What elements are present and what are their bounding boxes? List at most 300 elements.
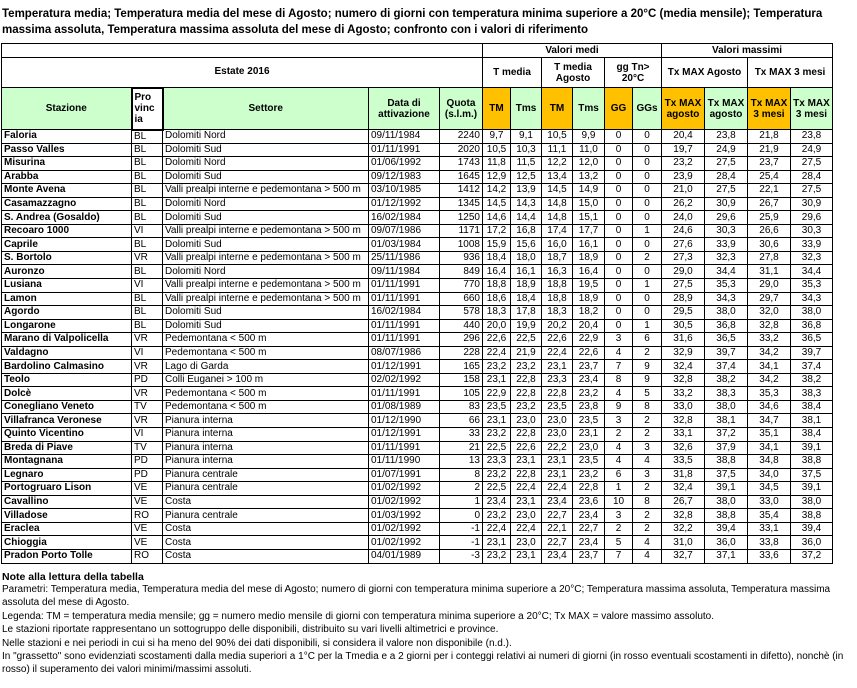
- table-row: [2, 346, 833, 360]
- gg-cell: 0: [605, 197, 633, 211]
- gg-cell: 7: [605, 549, 633, 563]
- sector-cell: Dolomiti Nord: [163, 265, 369, 279]
- station-name-cell: Breda di Piave: [2, 441, 132, 455]
- ggs-cell: 1: [633, 224, 662, 238]
- tms-cell: 23,1: [511, 495, 542, 509]
- tx-max-agosto-cell: 32,4: [662, 360, 705, 374]
- province-cell: PD: [132, 455, 163, 469]
- tms-agosto-cell: 18,9: [573, 251, 605, 265]
- sector-cell: Valli prealpi interne e pedemontana > 500 m: [163, 251, 369, 265]
- table-row: [2, 130, 833, 144]
- gg-cell: 4: [605, 441, 633, 455]
- station-name-cell: S. Bortolo: [2, 251, 132, 265]
- tms-cell: 9,1: [511, 130, 542, 144]
- activation-date-cell: 01/12/1990: [369, 414, 440, 428]
- altitude-cell: 2: [440, 482, 483, 496]
- tm-cell: 23,1: [483, 414, 511, 428]
- tms-cell: 22,8: [511, 468, 542, 482]
- tx-max-agosto-cell: 33,5: [662, 455, 705, 469]
- table-row: [2, 495, 833, 509]
- tm-cell: 23,2: [483, 468, 511, 482]
- ggs-cell: 1: [633, 319, 662, 333]
- sector-cell: Dolomiti Nord: [163, 197, 369, 211]
- tm-cell: 23,2: [483, 509, 511, 523]
- table-row: [2, 157, 833, 171]
- tx-max-3mesi-cell: 35,4: [748, 509, 791, 523]
- tx-max-3mesi-ref-cell: 30,9: [791, 197, 833, 211]
- altitude-cell: 2020: [440, 143, 483, 157]
- gg-cell: 4: [605, 346, 633, 360]
- gg-cell: 4: [605, 387, 633, 401]
- tm-cell: 15,9: [483, 238, 511, 252]
- tx-max-3mesi-ref-cell: 37,2: [791, 549, 833, 563]
- table-row: [2, 387, 833, 401]
- altitude-cell: 158: [440, 373, 483, 387]
- estate-header: Estate 2016: [2, 58, 483, 88]
- tx-max-3mesi-ref-cell: 29,6: [791, 211, 833, 225]
- province-cell: TV: [132, 441, 163, 455]
- sector-cell: Pedemontana < 500 m: [163, 400, 369, 414]
- tm-agosto-cell: 23,0: [542, 428, 573, 442]
- station-name-cell: Bardolino Calmasino: [2, 360, 132, 374]
- ggs-cell: 2: [633, 414, 662, 428]
- ggs-cell: 0: [633, 238, 662, 252]
- tx-max-agosto-ref-cell: 38,8: [705, 509, 748, 523]
- tx-max-agosto-ref-cell: 39,4: [705, 522, 748, 536]
- tms-agosto-cell: 18,2: [573, 306, 605, 320]
- table-row: [2, 279, 833, 293]
- tx-max-agosto-cell: 28,9: [662, 292, 705, 306]
- col-provincia: Pro vinc ia: [132, 88, 163, 130]
- ggs-cell: 8: [633, 495, 662, 509]
- gg-cell: 6: [605, 468, 633, 482]
- gg-cell: 0: [605, 143, 633, 157]
- tx-max-3mesi-ref-cell: 24,9: [791, 143, 833, 157]
- notes-title: Note alla lettura della tabella: [2, 571, 144, 583]
- tx-max-agosto-ref-cell: 24,9: [705, 143, 748, 157]
- table-row: [2, 265, 833, 279]
- tms-cell: 23,1: [511, 549, 542, 563]
- province-cell: BL: [132, 170, 163, 184]
- tx-max-3mesi-cell: 29,0: [748, 279, 791, 293]
- activation-date-cell: 01/11/1991: [369, 441, 440, 455]
- gg-cell: 0: [605, 319, 633, 333]
- tx-max-agosto-cell: 23,9: [662, 170, 705, 184]
- tm-cell: 18,3: [483, 306, 511, 320]
- tm-agosto-cell: 10,5: [542, 130, 573, 144]
- col-tm-agosto: TM: [542, 88, 573, 130]
- tm-cell: 20,0: [483, 319, 511, 333]
- tms-agosto-cell: 23,2: [573, 387, 605, 401]
- tx-max-3mesi-cell: 25,4: [748, 170, 791, 184]
- sector-cell: Pedemontana < 500 m: [163, 346, 369, 360]
- tms-agosto-cell: 23,2: [573, 468, 605, 482]
- gg-cell: 0: [605, 279, 633, 293]
- valori-medi-header: Valori medi: [483, 44, 662, 58]
- tms-agosto-cell: 19,5: [573, 279, 605, 293]
- station-name-cell: Agordo: [2, 306, 132, 320]
- tm-cell: 14,5: [483, 197, 511, 211]
- tx-max-3mesi-ref-cell: 36,5: [791, 333, 833, 347]
- tm-cell: 22,4: [483, 522, 511, 536]
- tms-agosto-cell: 23,6: [573, 495, 605, 509]
- province-cell: PD: [132, 373, 163, 387]
- tm-agosto-cell: 18,8: [542, 279, 573, 293]
- altitude-cell: -1: [440, 522, 483, 536]
- tms-cell: 22,8: [511, 428, 542, 442]
- station-name-cell: Recoaro 1000: [2, 224, 132, 238]
- tx-max-agosto-ref-cell: 38,0: [705, 306, 748, 320]
- province-cell: VI: [132, 279, 163, 293]
- station-name-cell: Eraclea: [2, 522, 132, 536]
- station-name-cell: Lusiana: [2, 279, 132, 293]
- ggs-cell: 0: [633, 292, 662, 306]
- sector-cell: Dolomiti Sud: [163, 306, 369, 320]
- activation-date-cell: 01/03/1984: [369, 238, 440, 252]
- tms-cell: 17,8: [511, 306, 542, 320]
- t-media-header: T media: [483, 58, 542, 88]
- gg-cell: 8: [605, 373, 633, 387]
- ggs-cell: 2: [633, 346, 662, 360]
- tx-max-3mesi-cell: 32,0: [748, 306, 791, 320]
- tms-agosto-cell: 23,5: [573, 414, 605, 428]
- tx-max-3mesi-ref-cell: 23,8: [791, 130, 833, 144]
- province-cell: BL: [132, 292, 163, 306]
- activation-date-cell: 01/02/1992: [369, 522, 440, 536]
- sector-cell: Pedemontana < 500 m: [163, 333, 369, 347]
- station-name-cell: Casamazzagno: [2, 197, 132, 211]
- tm-agosto-cell: 16,3: [542, 265, 573, 279]
- tm-cell: 23,2: [483, 428, 511, 442]
- tms-cell: 23,2: [511, 360, 542, 374]
- tms-agosto-cell: 23,4: [573, 509, 605, 523]
- tm-agosto-cell: 16,0: [542, 238, 573, 252]
- tx-max-agosto-cell: 26,2: [662, 197, 705, 211]
- tx-max-agosto-ref-cell: 30,9: [705, 197, 748, 211]
- tms-cell: 18,4: [511, 292, 542, 306]
- tx-max-3mesi-cell: 33,2: [748, 333, 791, 347]
- tm-agosto-cell: 14,5: [542, 184, 573, 198]
- tm-agosto-cell: 23,1: [542, 360, 573, 374]
- tx-max-agosto-cell: 21,0: [662, 184, 705, 198]
- altitude-cell: 1743: [440, 157, 483, 171]
- tms-agosto-cell: 14,9: [573, 184, 605, 198]
- station-name-cell: Valdagno: [2, 346, 132, 360]
- col-tx-agosto: Tx MAX agosto: [662, 88, 705, 130]
- tx-max-agosto-cell: 32,8: [662, 373, 705, 387]
- tms-cell: 18,0: [511, 251, 542, 265]
- ggs-cell: 0: [633, 197, 662, 211]
- tm-agosto-cell: 23,4: [542, 495, 573, 509]
- sector-cell: Pedemontana < 500 m: [163, 387, 369, 401]
- sector-cell: Dolomiti Sud: [163, 211, 369, 225]
- activation-date-cell: 01/11/1991: [369, 279, 440, 293]
- tm-cell: 17,2: [483, 224, 511, 238]
- activation-date-cell: 01/02/1992: [369, 536, 440, 550]
- province-cell: VR: [132, 387, 163, 401]
- province-cell: BL: [132, 143, 163, 157]
- altitude-cell: 13: [440, 455, 483, 469]
- ggs-cell: 4: [633, 549, 662, 563]
- station-name-cell: Arabba: [2, 170, 132, 184]
- table-row: [2, 522, 833, 536]
- col-stazione: Stazione: [2, 88, 132, 130]
- tx-max-3mesi-cell: 23,7: [748, 157, 791, 171]
- tx-max-3mesi-ref-cell: 30,3: [791, 224, 833, 238]
- table-row: [2, 184, 833, 198]
- province-cell: PD: [132, 468, 163, 482]
- ggs-cell: 0: [633, 184, 662, 198]
- tx-max-agosto-ref-cell: 39,1: [705, 482, 748, 496]
- tms-cell: 22,6: [511, 441, 542, 455]
- tx-max-3mesi-cell: 31,1: [748, 265, 791, 279]
- tx-max-3mesi-ref-cell: 32,3: [791, 251, 833, 265]
- tx-max-3mesi-cell: 26,7: [748, 197, 791, 211]
- ggs-cell: 2: [633, 522, 662, 536]
- tm-cell: 22,6: [483, 333, 511, 347]
- sector-cell: Valli prealpi interne e pedemontana > 500 m: [163, 279, 369, 293]
- tms-cell: 12,5: [511, 170, 542, 184]
- tms-agosto-cell: 22,6: [573, 346, 605, 360]
- station-name-cell: Faloria: [2, 130, 132, 144]
- province-cell: VR: [132, 360, 163, 374]
- sector-cell: Dolomiti Sud: [163, 170, 369, 184]
- activation-date-cell: 01/06/1992: [369, 157, 440, 171]
- sector-cell: Pianura centrale: [163, 509, 369, 523]
- sector-cell: Pianura interna: [163, 414, 369, 428]
- ggs-cell: 2: [633, 509, 662, 523]
- tm-agosto-cell: 18,3: [542, 306, 573, 320]
- sector-cell: Costa: [163, 522, 369, 536]
- activation-date-cell: 16/02/1984: [369, 306, 440, 320]
- col-ggs: GGs: [633, 88, 662, 130]
- gg-cell: 5: [605, 536, 633, 550]
- ggs-cell: 0: [633, 170, 662, 184]
- tm-agosto-cell: 23,0: [542, 414, 573, 428]
- tm-cell: 22,5: [483, 482, 511, 496]
- tx-max-3mesi-cell: 33,8: [748, 536, 791, 550]
- tx-max-3mesi-cell: 34,1: [748, 360, 791, 374]
- tx-max-3mesi-cell: 27,8: [748, 251, 791, 265]
- tx-max-agosto-cell: 27,3: [662, 251, 705, 265]
- tm-agosto-cell: 23,1: [542, 468, 573, 482]
- station-name-cell: Portogruaro Lison: [2, 482, 132, 496]
- station-name-cell: Auronzo: [2, 265, 132, 279]
- tm-cell: 18,6: [483, 292, 511, 306]
- table-row: [2, 197, 833, 211]
- tx-max-agosto-ref-cell: 32,3: [705, 251, 748, 265]
- province-cell: VE: [132, 536, 163, 550]
- tm-agosto-cell: 12,2: [542, 157, 573, 171]
- table-row: [2, 224, 833, 238]
- tm-agosto-cell: 22,4: [542, 346, 573, 360]
- gg-cell: 0: [605, 224, 633, 238]
- tx-max-agosto-cell: 30,5: [662, 319, 705, 333]
- ggs-cell: 6: [633, 333, 662, 347]
- table-row: [2, 292, 833, 306]
- tx-max-agosto-header: Tx MAX Agosto: [662, 58, 748, 88]
- ggs-cell: 1: [633, 279, 662, 293]
- ggs-cell: 3: [633, 468, 662, 482]
- tx-max-agosto-ref-cell: 37,9: [705, 441, 748, 455]
- col-gg: GG: [605, 88, 633, 130]
- sector-cell: Dolomiti Sud: [163, 143, 369, 157]
- tm-agosto-cell: 13,4: [542, 170, 573, 184]
- tx-max-3mesi-ref-cell: 37,5: [791, 468, 833, 482]
- table-row: [2, 441, 833, 455]
- activation-date-cell: 16/02/1984: [369, 211, 440, 225]
- station-name-cell: Teolo: [2, 373, 132, 387]
- activation-date-cell: 01/11/1990: [369, 455, 440, 469]
- tms-agosto-cell: 15,1: [573, 211, 605, 225]
- table-row: [2, 414, 833, 428]
- tms-agosto-cell: 22,9: [573, 333, 605, 347]
- tm-agosto-cell: 23,5: [542, 400, 573, 414]
- tm-cell: 22,5: [483, 441, 511, 455]
- col-quota: Quota (s.l.m.): [440, 88, 483, 130]
- tms-cell: 22,4: [511, 482, 542, 496]
- tx-max-3mesi-cell: 33,0: [748, 495, 791, 509]
- activation-date-cell: 01/11/1991: [369, 143, 440, 157]
- tms-cell: 22,8: [511, 373, 542, 387]
- activation-date-cell: 01/11/1991: [369, 319, 440, 333]
- activation-date-cell: 09/11/1984: [369, 265, 440, 279]
- table-row: [2, 482, 833, 496]
- tms-cell: 13,9: [511, 184, 542, 198]
- tm-cell: 10,5: [483, 143, 511, 157]
- table-row: [2, 319, 833, 333]
- tms-cell: 11,5: [511, 157, 542, 171]
- province-cell: VE: [132, 522, 163, 536]
- gg-cell: 10: [605, 495, 633, 509]
- tm-agosto-cell: 11,1: [542, 143, 573, 157]
- tx-max-agosto-ref-cell: 38,0: [705, 400, 748, 414]
- activation-date-cell: 03/10/1985: [369, 184, 440, 198]
- altitude-cell: 165: [440, 360, 483, 374]
- table-body: [2, 130, 833, 564]
- tms-cell: 22,8: [511, 387, 542, 401]
- altitude-cell: 770: [440, 279, 483, 293]
- tm-cell: 14,2: [483, 184, 511, 198]
- altitude-cell: -3: [440, 549, 483, 563]
- notes-line: In "grassetto" sono evidenziati scostamenti dalla media superiori a 1°C per la Tmedia e a 2 giorni per i conteggi relativi ai numeri di giorni (in rosso eventuali scostamenti in difetto), nonchè (in rosso) il superamento dei valori minimi/massimi assoluti.: [2, 651, 844, 676]
- tx-max-3mesi-cell: 35,3: [748, 387, 791, 401]
- table-row: [2, 333, 833, 347]
- tx-max-agosto-ref-cell: 28,4: [705, 170, 748, 184]
- tms-agosto-cell: 23,0: [573, 441, 605, 455]
- altitude-cell: 83: [440, 400, 483, 414]
- tx-max-3mesi-cell: 26,6: [748, 224, 791, 238]
- gg-cell: 0: [605, 251, 633, 265]
- tx-max-3mesi-cell: 30,6: [748, 238, 791, 252]
- tx-max-agosto-ref-cell: 38,1: [705, 414, 748, 428]
- col-tms-agosto: Tms: [573, 88, 605, 130]
- gg-cell: 7: [605, 360, 633, 374]
- tx-max-3mesi-ref-cell: 36,0: [791, 536, 833, 550]
- header-row-3: [2, 88, 833, 130]
- sector-cell: Costa: [163, 549, 369, 563]
- station-name-cell: Lamon: [2, 292, 132, 306]
- table-row: [2, 428, 833, 442]
- tms-cell: 16,8: [511, 224, 542, 238]
- activation-date-cell: 04/01/1989: [369, 549, 440, 563]
- province-cell: BL: [132, 197, 163, 211]
- province-cell: BL: [132, 265, 163, 279]
- station-name-cell: Dolcè: [2, 387, 132, 401]
- tx-max-3mesi-ref-cell: 38,4: [791, 400, 833, 414]
- tx-max-agosto-ref-cell: 39,7: [705, 346, 748, 360]
- tx-max-3mesi-cell: 34,1: [748, 441, 791, 455]
- data-table: [1, 43, 833, 564]
- tm-agosto-cell: 18,7: [542, 251, 573, 265]
- station-name-cell: Marano di Valpolicella: [2, 333, 132, 347]
- tx-max-agosto-cell: 31,6: [662, 333, 705, 347]
- tm-cell: 22,9: [483, 387, 511, 401]
- station-name-cell: Quinto Vicentino: [2, 428, 132, 442]
- tx-max-agosto-ref-cell: 37,2: [705, 428, 748, 442]
- tx-max-agosto-ref-cell: 30,3: [705, 224, 748, 238]
- tms-cell: 10,3: [511, 143, 542, 157]
- tms-agosto-cell: 11,0: [573, 143, 605, 157]
- ggs-cell: 2: [633, 251, 662, 265]
- tms-cell: 23,2: [511, 400, 542, 414]
- tm-agosto-cell: 23,1: [542, 455, 573, 469]
- activation-date-cell: 01/12/1992: [369, 197, 440, 211]
- station-name-cell: Legnaro: [2, 468, 132, 482]
- gg-cell: 0: [605, 130, 633, 144]
- notes-line: Legenda: TM = temperatura media mensile; gg = numero medio mensile di giorni con temperatura minima superiore a 20°C; Tx MAX = valore massimo assoluto.: [2, 610, 715, 622]
- tms-cell: 14,3: [511, 197, 542, 211]
- tx-max-3mesi-cell: 22,1: [748, 184, 791, 198]
- tm-agosto-cell: 22,4: [542, 482, 573, 496]
- tx-max-3mesi-cell: 33,6: [748, 549, 791, 563]
- tx-max-agosto-cell: 32,8: [662, 509, 705, 523]
- station-name-cell: Misurina: [2, 157, 132, 171]
- activation-date-cell: 01/02/1992: [369, 495, 440, 509]
- tm-cell: 23,2: [483, 549, 511, 563]
- t-media-agosto-header: T media Agosto: [542, 58, 605, 88]
- table-row: [2, 400, 833, 414]
- tx-max-agosto-cell: 29,5: [662, 306, 705, 320]
- table-row: [2, 373, 833, 387]
- sector-cell: Colli Euganei > 100 m: [163, 373, 369, 387]
- ggs-cell: 5: [633, 387, 662, 401]
- tx-max-3mesi-ref-cell: 38,4: [791, 428, 833, 442]
- tx-max-3mesi-cell: 21,8: [748, 130, 791, 144]
- ggs-cell: 2: [633, 482, 662, 496]
- col-tx-3mesi: Tx MAX 3 mesi: [748, 88, 791, 130]
- gg-cell: 3: [605, 333, 633, 347]
- altitude-cell: 1412: [440, 184, 483, 198]
- altitude-cell: 849: [440, 265, 483, 279]
- tx-max-3mesi-ref-cell: 38,1: [791, 414, 833, 428]
- station-name-cell: Passo Valles: [2, 143, 132, 157]
- table-row: [2, 536, 833, 550]
- tm-cell: 16,4: [483, 265, 511, 279]
- gg-cell: 0: [605, 238, 633, 252]
- activation-date-cell: 01/02/1992: [369, 482, 440, 496]
- province-cell: RO: [132, 549, 163, 563]
- province-cell: VI: [132, 428, 163, 442]
- tx-max-agosto-ref-cell: 38,2: [705, 373, 748, 387]
- tx-max-agosto-cell: 33,1: [662, 428, 705, 442]
- tm-cell: 23,2: [483, 360, 511, 374]
- ggs-cell: 0: [633, 130, 662, 144]
- sector-cell: Dolomiti Nord: [163, 130, 369, 144]
- tm-cell: 11,8: [483, 157, 511, 171]
- tx-max-agosto-cell: 32,7: [662, 549, 705, 563]
- ggs-cell: 0: [633, 265, 662, 279]
